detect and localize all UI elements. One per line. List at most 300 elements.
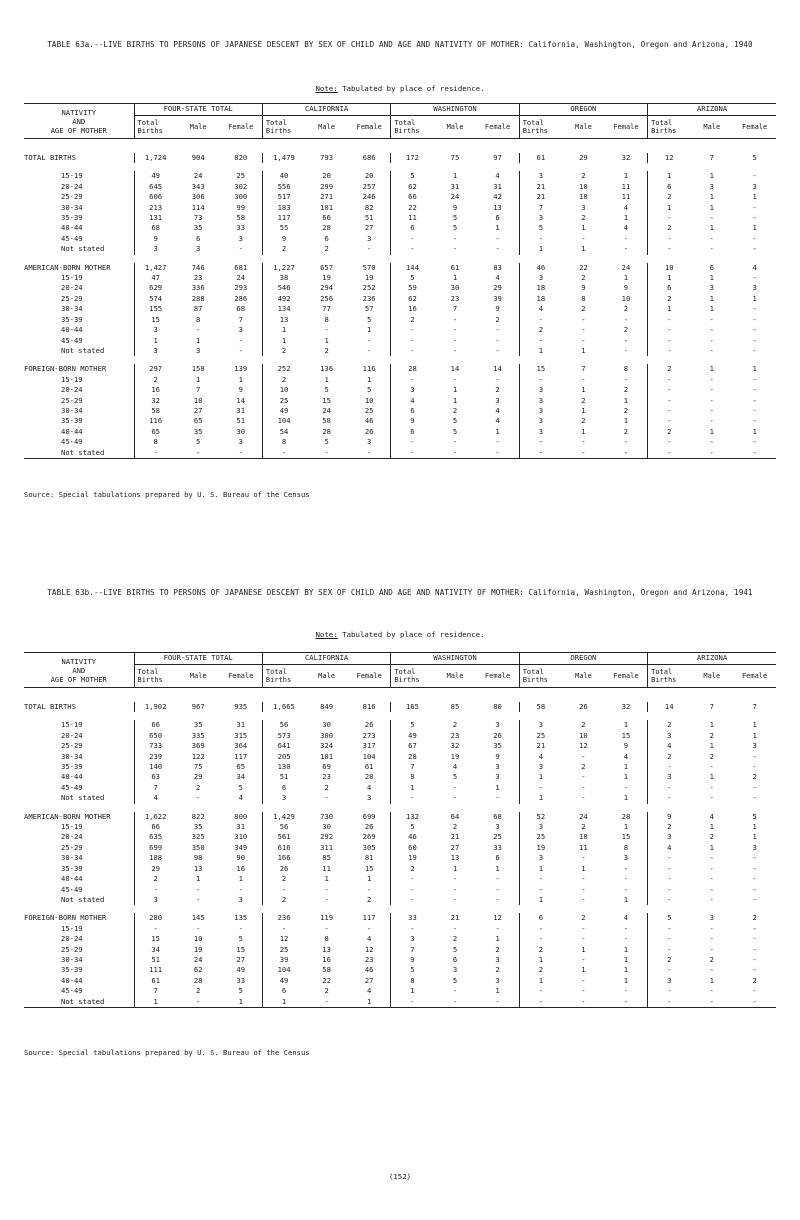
table-cell: -: [495, 923, 500, 933]
table-row: [24, 924, 776, 934]
table-cell: 336: [191, 283, 205, 293]
table-cell: -: [391, 895, 434, 905]
age-label: 15-19: [61, 171, 83, 181]
table-cell: 1: [519, 895, 562, 905]
age-label: 25-29: [61, 842, 83, 852]
table-cell: 280: [134, 913, 177, 923]
table-cell: 5: [391, 273, 434, 283]
table-cell: -: [709, 793, 714, 803]
table-cell: 82: [364, 202, 374, 212]
table-cell: -: [452, 335, 458, 345]
table-cell: -: [581, 874, 586, 884]
nativity-header-line: AGE OF MOTHER: [50, 674, 107, 684]
table-cell: 104: [262, 965, 305, 975]
table-cell: 9: [495, 304, 500, 314]
table-cell: 2: [519, 325, 562, 335]
table-cell: 4: [623, 223, 629, 233]
table-cell: -: [581, 986, 586, 996]
table-cell: -: [581, 923, 586, 933]
table-cell: 1: [709, 192, 714, 202]
table-b-source: Source: Special tabulations prepared by U. S. Bureau of the Census: [24, 1048, 310, 1057]
age-label: 15-19: [61, 374, 83, 384]
spacer-row: [24, 905, 776, 913]
table-cell: -: [648, 874, 691, 884]
table-cell: 2: [324, 986, 329, 996]
table-cell: -: [581, 325, 586, 335]
age-label: 30-34: [61, 954, 83, 964]
table-cell: -: [648, 762, 691, 772]
column-header: Female: [733, 665, 776, 688]
table-cell: -: [581, 954, 586, 964]
table-cell: -: [733, 997, 776, 1008]
table-cell: 2: [324, 782, 329, 792]
spacer-row: [24, 139, 776, 154]
table-cell: -: [709, 416, 714, 426]
table-cell: 2: [581, 720, 586, 730]
table-cell: 27: [364, 975, 374, 985]
age-label: 40-44: [61, 223, 83, 233]
table-cell: 1: [324, 335, 329, 345]
age-label: 45-49: [61, 233, 83, 243]
table-cell: 10: [193, 934, 203, 944]
table-cell: 2: [709, 954, 714, 964]
table-cell: 6: [495, 213, 500, 223]
table-cell: 15: [519, 364, 562, 374]
table-cell: 1: [623, 822, 629, 832]
table-cell: -: [709, 345, 714, 355]
table-cell: 5: [648, 913, 691, 923]
table-cell: -: [709, 385, 714, 395]
table-cell: -: [623, 374, 629, 384]
table-cell: 87: [193, 304, 203, 314]
table-cell: -: [709, 863, 714, 873]
table-cell: 2: [324, 345, 329, 355]
table-cell: -: [623, 335, 629, 345]
table-cell: 6: [324, 233, 329, 243]
table-cell: 64: [450, 811, 460, 821]
table-cell: 1,902: [134, 702, 177, 712]
table-row: [24, 783, 776, 793]
table-cell: 273: [362, 730, 376, 740]
table-cell: 46: [364, 416, 374, 426]
table-cell: -: [648, 448, 691, 459]
table-row: [24, 315, 776, 325]
table-cell: -: [648, 336, 691, 346]
table-cell: -: [391, 448, 434, 459]
table-cell: 1: [581, 944, 586, 954]
table-cell: -: [648, 885, 691, 895]
table-cell: 1: [391, 986, 434, 996]
age-label: 30-34: [61, 304, 83, 314]
age-label: Not stated: [61, 244, 105, 254]
table-cell: 1: [519, 864, 562, 874]
table-cell: 5: [752, 811, 757, 821]
table-cell: 10: [579, 192, 588, 202]
table-cell: -: [623, 934, 629, 944]
table-cell: 1: [519, 793, 562, 803]
age-label: 25-29: [61, 741, 83, 751]
table-cell: 7: [752, 702, 757, 711]
table-cell: 29: [579, 153, 588, 162]
table-cell: 30: [322, 720, 331, 730]
table-cell: 130: [262, 762, 305, 772]
column-header: Male: [305, 116, 348, 139]
age-label: 30-34: [61, 853, 83, 863]
table-cell: -: [709, 884, 714, 894]
table-cell: 3: [238, 894, 243, 904]
table-cell: -: [581, 934, 586, 944]
table-cell: -: [709, 853, 714, 863]
table-cell: 2: [196, 986, 201, 996]
table-cell: 4: [452, 762, 458, 772]
table-cell: 1: [648, 273, 691, 283]
table-cell: -: [709, 233, 714, 243]
age-label: 20-24: [61, 832, 83, 842]
table-cell: 77: [322, 304, 331, 314]
table-cell: 256: [320, 293, 334, 303]
table-cell: -: [709, 923, 714, 933]
table-cell: 5: [196, 437, 201, 447]
table-row: [24, 294, 776, 304]
table-cell: 9: [495, 751, 500, 761]
table-row: [24, 437, 776, 447]
table-cell: 1: [196, 374, 201, 384]
table-cell: 650: [134, 731, 177, 741]
table-cell: -: [452, 884, 458, 894]
table-cell: 1: [581, 863, 586, 873]
page-number: (152): [388, 1172, 412, 1181]
table-cell: 7: [519, 203, 562, 213]
age-label: 35-39: [61, 762, 83, 772]
table-cell: 3: [519, 427, 562, 437]
column-header: Female: [348, 665, 391, 688]
table-cell: 746: [191, 262, 205, 272]
table-cell: 49: [391, 731, 434, 741]
table-cell: 31: [236, 720, 246, 730]
table-cell: 49: [262, 406, 305, 416]
table-cell: 3: [366, 437, 372, 447]
table-cell: 1: [495, 934, 500, 944]
table-cell: 5: [366, 314, 372, 324]
table-cell: -: [752, 244, 757, 254]
column-header: Total Births: [262, 116, 305, 139]
table-row: [24, 772, 776, 782]
table-cell: 22: [579, 262, 588, 272]
table-cell: 6: [196, 233, 201, 243]
table-cell: 19: [364, 273, 374, 283]
table-cell: 4: [495, 273, 500, 283]
table-cell: 288: [191, 293, 205, 303]
table-cell: 188: [134, 853, 177, 863]
table-cell: -: [519, 934, 562, 944]
table-cell: -: [648, 924, 691, 934]
table-cell: -: [434, 997, 477, 1008]
table-cell: 935: [234, 702, 248, 711]
table-cell: 1: [519, 244, 562, 254]
table-cell: 1: [709, 426, 714, 436]
table-cell: 686: [362, 153, 376, 162]
table-cell: 606: [134, 192, 177, 202]
table-cell: -: [581, 751, 586, 761]
table-cell: 183: [262, 203, 305, 213]
table-cell: -: [648, 895, 691, 905]
table-cell: 1: [752, 720, 757, 730]
table-cell: 23: [364, 954, 374, 964]
table-cell: 4: [366, 934, 372, 944]
table-row: [24, 325, 776, 335]
column-header: Male: [305, 665, 348, 688]
table-cell: 57: [364, 304, 374, 314]
table-cell: 1: [752, 822, 757, 832]
table-cell: -: [262, 924, 305, 934]
table-cell: 1: [648, 171, 691, 181]
table-cell: 14: [493, 364, 502, 374]
table-cell: 145: [191, 913, 205, 923]
table-cell: 3: [238, 325, 243, 335]
table-cell: 1: [391, 783, 434, 793]
table-cell: -: [752, 171, 757, 181]
table-cell: 139: [234, 364, 248, 374]
column-header: Total Births: [134, 665, 177, 688]
table-cell: 3: [648, 731, 691, 741]
table-cell: 1: [623, 965, 629, 975]
table-cell: 66: [134, 822, 177, 832]
table-row: [24, 234, 776, 244]
table-cell: 1: [623, 171, 629, 181]
table-cell: 15: [134, 315, 177, 325]
table-cell: 2: [324, 244, 329, 254]
table-cell: 35: [193, 822, 203, 832]
table-cell: 3: [196, 345, 201, 355]
table-cell: -: [391, 325, 434, 335]
table-cell: 1: [581, 965, 586, 975]
table-row: [24, 283, 776, 293]
table-cell: 80: [493, 702, 502, 711]
table-cell: -: [495, 335, 500, 345]
table-cell: 58: [322, 965, 331, 975]
table-cell: 25: [519, 832, 562, 842]
table-cell: 252: [362, 283, 376, 293]
table-cell: 31: [236, 822, 246, 832]
table-row: [24, 182, 776, 192]
table-cell: 6: [262, 986, 305, 996]
table-cell: -: [709, 986, 714, 996]
table-cell: 10: [579, 730, 588, 740]
table-cell: 22: [391, 203, 434, 213]
table-cell: 3: [752, 181, 757, 191]
table-cell: 21: [519, 182, 562, 192]
age-label: Not stated: [61, 345, 105, 355]
table-cell: 299: [320, 181, 334, 191]
table-cell: 1: [623, 894, 629, 904]
table-cell: 35: [493, 741, 502, 751]
table-cell: 49: [262, 976, 305, 986]
table-cell: -: [648, 986, 691, 996]
table-cell: 61: [364, 762, 374, 772]
table-cell: 104: [362, 751, 376, 761]
table-cell: 114: [191, 202, 205, 212]
table-cell: 1: [262, 325, 305, 335]
table-cell: 2: [581, 416, 586, 426]
table-cell: -: [581, 853, 586, 863]
age-label: 25-29: [61, 293, 83, 303]
table-cell: 1: [134, 997, 177, 1008]
table-cell: -: [623, 314, 629, 324]
table-row: [24, 895, 776, 905]
table-cell: 27: [236, 954, 246, 964]
section-label: AMERICAN-BORN MOTHER: [24, 811, 111, 821]
table-cell: -: [324, 923, 329, 933]
table-cell: 1: [324, 874, 329, 884]
table-cell: 23: [193, 273, 203, 283]
table-cell: 5: [324, 385, 329, 395]
table-cell: 5: [452, 223, 458, 233]
table-cell: 83: [493, 262, 502, 272]
table-cell: 12: [579, 741, 588, 751]
column-header: Male: [177, 665, 220, 688]
table-cell: 236: [362, 293, 376, 303]
table-cell: 2: [581, 762, 586, 772]
table-cell: 7: [709, 702, 714, 711]
table-cell: 3: [238, 233, 243, 243]
table-cell: 1: [581, 426, 586, 436]
table-cell: -: [605, 448, 648, 459]
table-cell: 90: [236, 853, 246, 863]
table-cell: -: [709, 934, 714, 944]
table-cell: 1: [648, 304, 691, 314]
table-cell: 8: [623, 842, 629, 852]
table-cell: -: [324, 793, 329, 803]
table-cell: -: [623, 244, 629, 254]
table-cell: 3: [519, 273, 562, 283]
table-cell: 10: [648, 263, 691, 273]
table-cell: 681: [234, 262, 248, 272]
table-cell: 6: [452, 954, 458, 964]
table-cell: -: [452, 986, 458, 996]
table-cell: 9: [623, 283, 629, 293]
table-cell: 97: [493, 153, 502, 162]
table-cell: 1: [366, 325, 372, 335]
table-cell: 3: [134, 325, 177, 335]
table-cell: 574: [134, 294, 177, 304]
table-cell: 33: [236, 975, 246, 985]
table-cell: 1: [452, 863, 458, 873]
table-cell: -: [709, 874, 714, 884]
table-cell: 1: [623, 975, 629, 985]
table-cell: 19: [322, 273, 331, 283]
table-row: [24, 822, 776, 832]
table-cell: 302: [234, 181, 248, 191]
table-cell: 26: [364, 822, 374, 832]
table-cell: 4: [519, 752, 562, 762]
note-label: Note:: [315, 84, 338, 93]
table-cell: 3: [196, 244, 201, 254]
table-cell: 34: [236, 772, 246, 782]
table-cell: 28: [391, 364, 434, 374]
table-cell: -: [305, 448, 348, 459]
table-cell: 5: [452, 975, 458, 985]
table-cell: 1: [196, 335, 201, 345]
table-cell: 1: [452, 273, 458, 283]
table-cell: 4: [648, 843, 691, 853]
table-cell: 24: [193, 171, 203, 181]
table-cell: 1: [709, 273, 714, 283]
table-cell: 2: [623, 304, 629, 314]
table-row: [24, 203, 776, 213]
table-cell: 1: [709, 304, 714, 314]
table-cell: 6: [391, 406, 434, 416]
table-row: [24, 843, 776, 853]
table-cell: 3: [366, 793, 372, 803]
table-row: [24, 223, 776, 233]
table-cell: 144: [391, 263, 434, 273]
table-cell: 2: [519, 945, 562, 955]
table-cell: -: [752, 894, 757, 904]
table-cell: 51: [364, 213, 374, 223]
table-cell: -: [391, 885, 434, 895]
table-cell: -: [623, 345, 629, 355]
table-cell: 6: [495, 853, 500, 863]
table-cell: 3: [752, 283, 757, 293]
column-header: Female: [605, 116, 648, 139]
table-cell: 99: [236, 202, 246, 212]
age-label: 20-24: [61, 385, 83, 395]
table-cell: 2: [648, 427, 691, 437]
table-cell: -: [648, 385, 691, 395]
table-cell: 9: [238, 385, 243, 395]
table-cell: -: [581, 884, 586, 894]
table-cell: 5: [452, 416, 458, 426]
table-cell: -: [196, 894, 201, 904]
table-row: [24, 934, 776, 944]
section-label: FOREIGN-BORN MOTHER: [24, 913, 107, 923]
table-cell: 3: [366, 233, 372, 243]
table-cell: 7: [391, 945, 434, 955]
table-cell: 28: [391, 752, 434, 762]
table-cell: 28: [193, 975, 203, 985]
table-cell: -: [495, 233, 500, 243]
table-cell: 3: [709, 283, 714, 293]
table-cell: 2: [452, 934, 458, 944]
table-row: [24, 731, 776, 741]
table-cell: -: [581, 782, 586, 792]
table-cell: 111: [134, 965, 177, 975]
column-header: Female: [733, 116, 776, 139]
table-cell: 8: [581, 293, 586, 303]
table-cell: 24: [193, 954, 203, 964]
table-cell: 1: [495, 782, 500, 792]
age-label: 30-34: [61, 405, 83, 415]
table-cell: 2: [391, 864, 434, 874]
table-cell: 40: [262, 171, 305, 181]
group-header: OREGON: [519, 653, 647, 665]
table-cell: -: [452, 233, 458, 243]
table-cell: 364: [234, 741, 248, 751]
table-cell: 62: [391, 294, 434, 304]
table-cell: 31: [493, 181, 502, 191]
table-cell: -: [391, 346, 434, 356]
table-cell: 2: [648, 720, 691, 730]
table-cell: 2: [752, 975, 757, 985]
table-cell: 641: [262, 741, 305, 751]
table-cell: 33: [493, 842, 502, 852]
table-cell: -: [519, 234, 562, 244]
table-cell: 645: [134, 182, 177, 192]
age-label: Not stated: [24, 448, 134, 459]
table-row: [24, 885, 776, 895]
table-cell: 1,665: [262, 702, 305, 712]
nativity-header-line: AND: [72, 116, 86, 126]
